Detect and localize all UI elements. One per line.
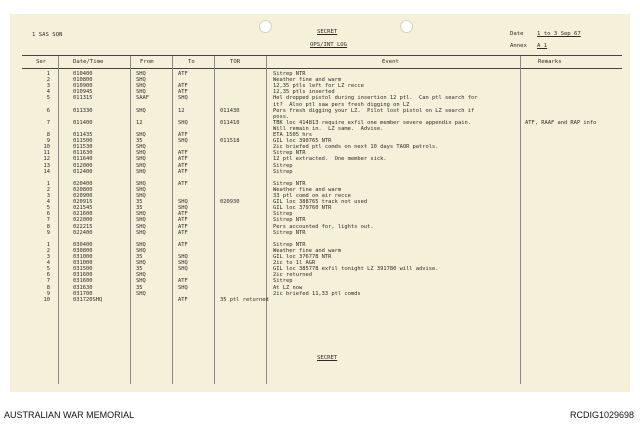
row-ser: 4 (46, 89, 50, 96)
classification-stamp-bottom: SECRET (317, 355, 338, 361)
row-datetime: 010900 (73, 83, 93, 90)
row-to: ATF (178, 296, 188, 303)
row-datetime: 012000 (73, 162, 93, 169)
row-event: GIL loc 388765 track not used (273, 199, 368, 206)
row-event: Sitrep (273, 211, 293, 218)
date-label: Date (510, 31, 524, 37)
row-datetime: 010800 (73, 77, 93, 84)
row-to: 12 (178, 107, 185, 114)
row-datetime: 020900 (73, 193, 93, 199)
row-to: ATF (178, 223, 188, 230)
row-from: 35 (136, 266, 143, 273)
row-ser: 4 (46, 260, 50, 267)
row-event: GIL loc 390765 NTR (273, 138, 332, 145)
row-to: SHQ (178, 254, 188, 260)
row-event: 33 ptl comd on air recce (273, 193, 351, 199)
row-datetime: 011640 (73, 156, 93, 163)
row-event: it? Also ptl saw pers fresh digging on LZ (273, 101, 410, 108)
row-from: SHQ (136, 290, 146, 297)
row-ser: 8 (46, 223, 50, 230)
row-datetime: 022400 (73, 229, 93, 236)
row-event: 2ic to 1l AGR (273, 260, 316, 267)
col-from: From (140, 59, 154, 65)
row-event: 12,35 ptls left for LZ recce (273, 83, 364, 90)
row-tor: 020930 (220, 199, 240, 206)
row-event: Pers fresh digging your LZ. Pilot lost pistol on LZ search if (273, 107, 475, 114)
log-title: OPS/INT LOG (310, 42, 348, 48)
row-from: SHQ (136, 193, 146, 199)
row-to: SHQ (178, 95, 188, 102)
row-from: SHQ (136, 144, 146, 151)
annex-value: A 1 (537, 43, 548, 49)
row-datetime: 020915 (73, 199, 93, 206)
annex-label: Annex (510, 43, 527, 49)
row-datetime: 011500 (73, 138, 93, 145)
row-event: Hel dropped pistol during insertion 12 ptl. Can ptl search for (273, 95, 478, 102)
row-from: SHQ (136, 83, 146, 90)
row-datetime: 011315 (73, 95, 93, 102)
date-value: 1 to 3 Sep 67 (537, 31, 581, 37)
row-from: 12 (136, 119, 143, 126)
row-ser: 1 (46, 241, 50, 248)
row-datetime: 020800 (73, 186, 93, 193)
row-datetime: 012400 (73, 168, 93, 175)
row-from: SHQ (136, 272, 146, 279)
row-event: Sitrep NTR (273, 217, 306, 224)
row-ser: 7 (46, 278, 50, 285)
row-ser: 6 (46, 107, 50, 114)
row-ser: 5 (46, 205, 50, 212)
row-from: SHQ (136, 71, 146, 77)
row-ser: 9 (46, 138, 50, 145)
row-from: 35 (136, 205, 143, 212)
row-event: Will remain in. LZ same. Advise. (273, 125, 384, 132)
row-datetime: 021545 (73, 205, 93, 212)
row-from: SHQ (136, 217, 146, 224)
row-ser: 5 (46, 95, 50, 102)
row-ser: 8 (46, 132, 50, 138)
row-ser: 10 (43, 144, 50, 151)
col-tor: TOR (230, 59, 241, 65)
row-event: GIL loc 376778 NTR (273, 254, 332, 260)
row-to: ATF (178, 83, 188, 90)
row-to: ATF (178, 217, 188, 224)
row-event: 12,35 ptls inserted (273, 89, 335, 96)
row-event: Weather fine and warm (273, 247, 342, 254)
row-from: SHQ (136, 132, 146, 138)
row-datetime: 011435 (73, 132, 93, 138)
row-event: Sitrep (273, 162, 293, 169)
row-datetime: 022215 (73, 223, 93, 230)
row-event: At LZ now (273, 284, 303, 291)
row-from: SHQ (136, 162, 146, 169)
col-remarks: Remarks (538, 59, 562, 65)
row-ser: 12 (43, 156, 50, 163)
row-datetime: 031720SHQ (73, 296, 103, 303)
footer-credit: AUSTRALIAN WAR MEMORIAL (4, 410, 135, 420)
header-rule-bottom (22, 68, 622, 69)
row-ser: 8 (46, 284, 50, 291)
row-event: Sitrep NTR (273, 180, 306, 187)
log-sheet (10, 14, 630, 392)
row-ser: 2 (46, 77, 50, 84)
row-ser: 7 (46, 217, 50, 224)
row-event: Sitrep NTR (273, 229, 306, 236)
row-datetime: 011330 (73, 107, 93, 114)
col-ser: Ser (36, 59, 47, 65)
header-rule-top (22, 55, 622, 56)
row-from: SHQ (136, 211, 146, 218)
row-event: Sitrep NTR (273, 150, 306, 157)
row-ser: 2 (46, 247, 50, 254)
footer-id: RCDIG1029698 (569, 410, 634, 420)
row-from: SHQ (136, 89, 146, 96)
row-to: ATF (178, 156, 188, 163)
row-from: SHQ (136, 150, 146, 157)
row-datetime: 011400 (73, 119, 93, 126)
row-from: 35 (136, 199, 143, 206)
row-to: ATF (178, 241, 188, 248)
row-remarks: ATF, RAAF and RAP info (525, 119, 597, 126)
row-from: SHQ (136, 247, 146, 254)
row-ser: 11 (43, 150, 50, 157)
row-event: Weather fine and warm (273, 77, 342, 84)
row-to: ATF (178, 132, 188, 138)
row-ser: 10 (43, 296, 50, 303)
row-tor: 011430 (220, 107, 240, 114)
row-to: ATF (178, 150, 188, 157)
row-datetime: 011530 (73, 144, 93, 151)
row-ser: 2 (46, 186, 50, 193)
row-from: SAAF (136, 95, 149, 102)
row-ser: 7 (46, 119, 50, 126)
row-event: Sitrep NTR (273, 241, 306, 248)
row-ser: 14 (43, 168, 50, 175)
row-tor: 35 ptl returned (220, 296, 269, 303)
row-ser: 3 (46, 193, 50, 199)
row-from: SHQ (136, 180, 146, 187)
row-from: SHQ (136, 278, 146, 285)
row-from: SHQ (136, 156, 146, 163)
row-event: Pers accounted for, lights out. (273, 223, 374, 230)
row-datetime: 020400 (73, 180, 93, 187)
row-ser: 13 (43, 162, 50, 169)
row-event: 2ic briefed 11,33 ptl comds (273, 290, 361, 297)
row-ser: 1 (46, 180, 50, 187)
row-to: SHQ (178, 260, 188, 267)
row-event: Sitrep (273, 278, 293, 285)
row-to: ATF (178, 71, 188, 77)
row-ser: 4 (46, 199, 50, 206)
row-to: ATF (178, 278, 188, 285)
row-from: 35 (136, 284, 143, 291)
row-from: SHQ (136, 223, 146, 230)
row-ser: 6 (46, 272, 50, 279)
row-from: 35 (136, 138, 143, 145)
row-datetime: 031000 (73, 260, 93, 267)
row-event: 2ic returned (273, 272, 312, 279)
row-ser: 1 (46, 71, 50, 77)
unit-name: 1 SAS SQN (32, 32, 63, 38)
row-from: SHQ (136, 186, 146, 193)
row-event: GIL loc 385778 exfil tonight LZ 391780 will advise. (273, 266, 439, 273)
row-ser: 3 (46, 254, 50, 260)
row-event: Weather fine and warm (273, 186, 342, 193)
row-event: 2ic briefed ptl comds on next 10 days TAOR patrols. (273, 144, 439, 151)
row-ser: 9 (46, 290, 50, 297)
row-event: ETA 1505 hrs (273, 132, 312, 138)
row-datetime: 030800 (73, 247, 93, 254)
row-datetime: 031000 (73, 254, 93, 260)
row-from: SHQ (136, 107, 146, 114)
classification-stamp: SECRET (317, 29, 338, 35)
row-from: 35 (136, 254, 143, 260)
row-ser: 3 (46, 83, 50, 90)
row-event: GIL loc 379760 NTR (273, 205, 332, 212)
row-datetime: 031630 (73, 284, 93, 291)
row-to: SHQ (178, 119, 188, 126)
col-event: Event (382, 59, 399, 65)
row-datetime: 031700 (73, 290, 93, 297)
row-tor: 011518 (220, 138, 240, 145)
row-event: Sitrep (273, 168, 293, 175)
row-from: SHQ (136, 241, 146, 248)
row-tor: 011410 (220, 119, 240, 126)
row-to: ATF (178, 168, 188, 175)
row-from: SHQ (136, 260, 146, 267)
row-event: TBK loc 414813 require exfil one member severe appendix pain. (273, 119, 471, 126)
row-to: ATF (178, 89, 188, 96)
row-datetime: 021600 (73, 211, 93, 218)
row-ser: 6 (46, 211, 50, 218)
row-to: SHQ (178, 199, 188, 206)
col-datetime: Date/Time (73, 59, 104, 65)
table-row (10, 297, 630, 304)
row-datetime: 031500 (73, 266, 93, 273)
row-from: SHQ (136, 229, 146, 236)
row-datetime: 010400 (73, 71, 93, 77)
row-event: poss. (273, 113, 290, 120)
row-to: SHQ (178, 284, 188, 291)
row-to: SHQ (178, 205, 188, 212)
row-to: ATF (178, 211, 188, 218)
col-to: To (188, 59, 195, 65)
row-event: 12 ptl extracted. One member sick. (273, 156, 387, 163)
row-from: SHQ (136, 168, 146, 175)
row-datetime: 022000 (73, 217, 93, 224)
row-from: SHQ (136, 77, 146, 84)
row-datetime: 030400 (73, 241, 93, 248)
punch-hole (259, 20, 272, 33)
row-to: ATF (178, 180, 188, 187)
row-datetime: 011630 (73, 150, 93, 157)
row-datetime: 031600 (73, 272, 93, 279)
row-to: ATF (178, 162, 188, 169)
punch-hole (400, 20, 413, 33)
row-datetime: 031600 (73, 278, 93, 285)
row-event: Sitrep NTR (273, 71, 306, 77)
row-to: SHQ (178, 138, 188, 145)
row-to: SHQ (178, 266, 188, 273)
row-to: ATF (178, 229, 188, 236)
row-datetime: 010945 (73, 89, 93, 96)
row-ser: 5 (46, 266, 50, 273)
row-ser: 9 (46, 229, 50, 236)
